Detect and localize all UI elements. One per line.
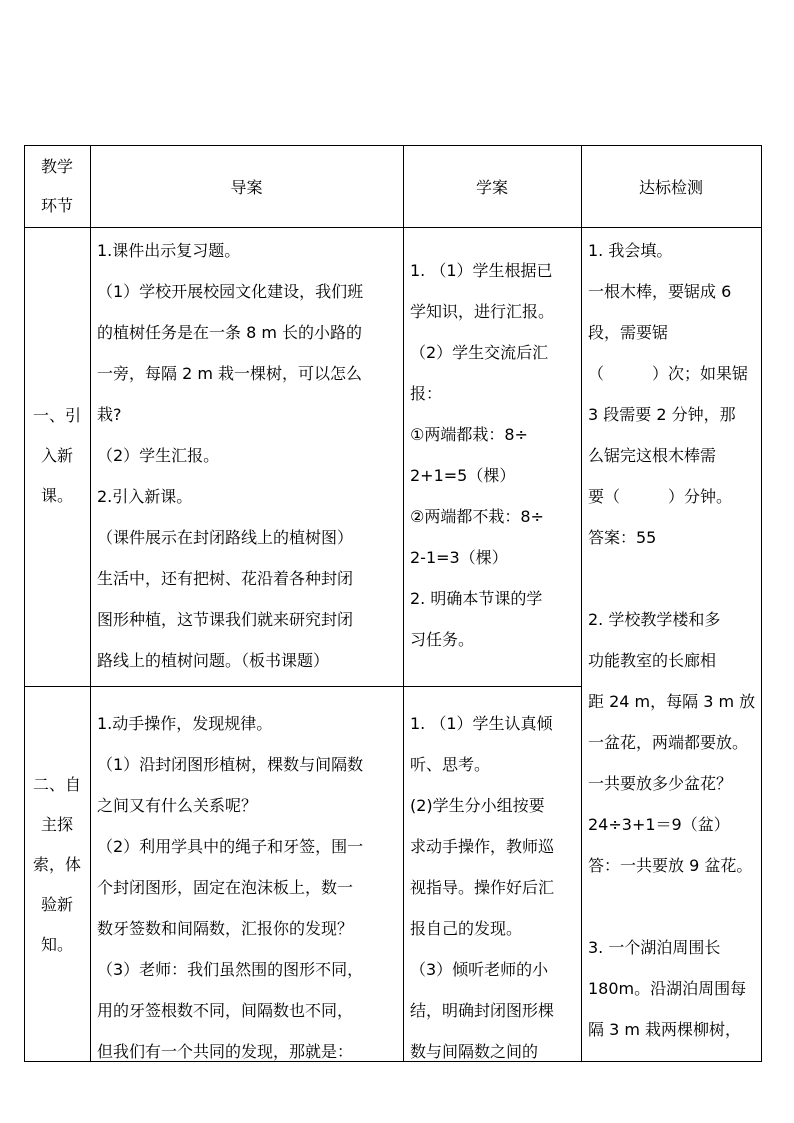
header-phase-line: 环节 [40,196,73,215]
guide-line: 生活中，还有把树、花沿着各种封闭 [97,569,354,588]
guide-line: 1.课件出示复习题。 [97,241,241,260]
question-3-line: 3. 一个湖泊周围长 [588,938,721,957]
phase-1-study [410,250,580,660]
guide-line: 一旁，每隔 2 m 栽一棵树，可以怎么 [97,364,363,383]
question-1-line: 段，需要锯 [588,323,669,342]
guide-line: 图形种植，这节课我们就来研究封闭 [97,610,354,629]
study-line: 习任务。 [410,630,475,649]
guide-line: 个封闭图形，固定在泡沫板上，数一 [97,878,354,897]
spacer [588,558,760,599]
study-line: (2)学生分小组按要 [410,796,545,815]
phase-2-guide [97,703,401,1062]
table-border-right [761,145,762,1061]
question-1-line: 一根木棒，要锯成 6 [588,282,732,301]
answer-blank-close: ）次；如果锯 [652,364,749,383]
study-line: 数与间隔数之间的 [410,1042,539,1061]
study-line: 2+1=5（棵） [410,466,516,485]
column-divider [90,145,91,1061]
question-2-line: 功能教室的长廊相 [588,651,717,670]
phase-label-line: 一、引 [32,406,81,425]
question-1-answer: 答案：55 [588,528,657,547]
header-assessment: 达标检测 [638,177,703,197]
question-2-solution: 24÷3+1＝9（盆） [588,815,730,834]
guide-line: （课件展示在封闭路线上的植树图） [97,528,354,547]
phase-2-label [24,765,90,965]
guide-line: （1）学校开展校园文化建设，我们班 [97,282,364,301]
question-2-line: 距 24 m，每隔 3 m 放 [588,692,756,711]
study-line: 学知识，进行汇报。 [410,302,555,321]
phase-label-line: 索，体 [32,855,81,874]
study-line: 1. （1）学生根据已 [410,261,553,280]
study-line: 报自己的发现。 [410,919,523,938]
question-1-title: 1. 我会填。 [588,241,673,260]
guide-line: 路线上的植树问题。（板书课题） [97,651,330,670]
study-line: 1. （1）学生认真倾 [410,714,553,733]
header-divider [24,227,762,228]
study-line: （2）学生交流后汇 [410,343,549,362]
study-line: 报： [410,384,443,403]
question-2-line: 2. 学校教学楼和多 [588,610,721,629]
study-line: 视指导。操作好后汇 [410,878,555,897]
lesson-plan-table [24,145,762,1062]
answer-blank-open: 要（ [588,487,621,506]
row-divider [24,686,581,687]
phase-label-line: 课。 [40,486,73,505]
guide-line: 但我们有一个共同的发现，那就是： [97,1042,354,1061]
header-phase-line: 教学 [40,157,73,176]
column-divider [403,145,404,1061]
study-line: 听、思考。 [410,755,491,774]
phase-label-line: 知。 [40,935,73,954]
question-2-answer: 答：一共要放 9 盆花。 [588,856,753,875]
study-line: ②两端都不栽：8÷ [410,507,544,526]
study-line: （3）倾听老师的小 [410,960,549,979]
question-1-line [588,353,760,394]
study-line: ①两端都栽：8÷ [410,425,528,444]
guide-line: 的植树任务是在一条 8 m 长的小路的 [97,323,363,342]
guide-line: （2）学生汇报。 [97,446,220,465]
assessment-questions [588,230,760,1050]
column-divider [581,145,582,1061]
header-guide: 导案 [230,177,263,197]
guide-line: 之间又有什么关系呢？ [97,796,258,815]
phase-label-line: 入新 [40,446,73,465]
study-line: 2-1=3（棵） [410,548,508,567]
phase-1-guide [97,230,401,681]
question-2-line: 一共要放多少盆花？ [588,774,733,793]
guide-line: 用的牙签根数不同，间隔数也不同， [97,1001,354,1020]
answer-blank-open: （ [588,364,605,383]
guide-line: 1.动手操作，发现规律。 [97,714,273,733]
question-3-line: 180m。沿湖泊周围每 [588,979,747,998]
study-line: 2. 明确本节课的学 [410,589,543,608]
guide-line: 2.引入新课。 [97,487,193,506]
question-1-line: 么锯完这根木棒需 [588,446,717,465]
spacer [588,886,760,927]
question-1-line [588,476,760,517]
phase-label-line: 验新 [40,895,73,914]
guide-line: （2）利用学具中的绳子和牙签，围一 [97,837,364,856]
guide-line: （3）老师：我们虽然围的图形不同， [97,960,364,979]
question-2-line: 一盆花，两端都要放。 [588,733,749,752]
phase-2-study [410,703,580,1062]
phase-label-line: 主探 [40,815,73,834]
guide-line: 栽? [97,405,122,424]
guide-line: 数牙签数和间隔数，汇报你的发现？ [97,919,354,938]
phase-label-line: 二、自 [32,775,81,794]
guide-line: （1）沿封闭图形植树，棵数与间隔数 [97,755,364,774]
study-line: 求动手操作，教师巡 [410,837,555,856]
question-3-line: 隔 3 m 栽两棵柳树， [588,1020,742,1039]
header-teaching-phase [24,145,90,227]
phase-1-label [24,396,90,516]
answer-blank-close: ）分钟。 [668,487,733,506]
header-study: 学案 [475,177,508,197]
study-line: 结，明确封闭图形棵 [410,1001,555,1020]
question-1-line: 3 段需要 2 分钟，那 [588,405,736,424]
